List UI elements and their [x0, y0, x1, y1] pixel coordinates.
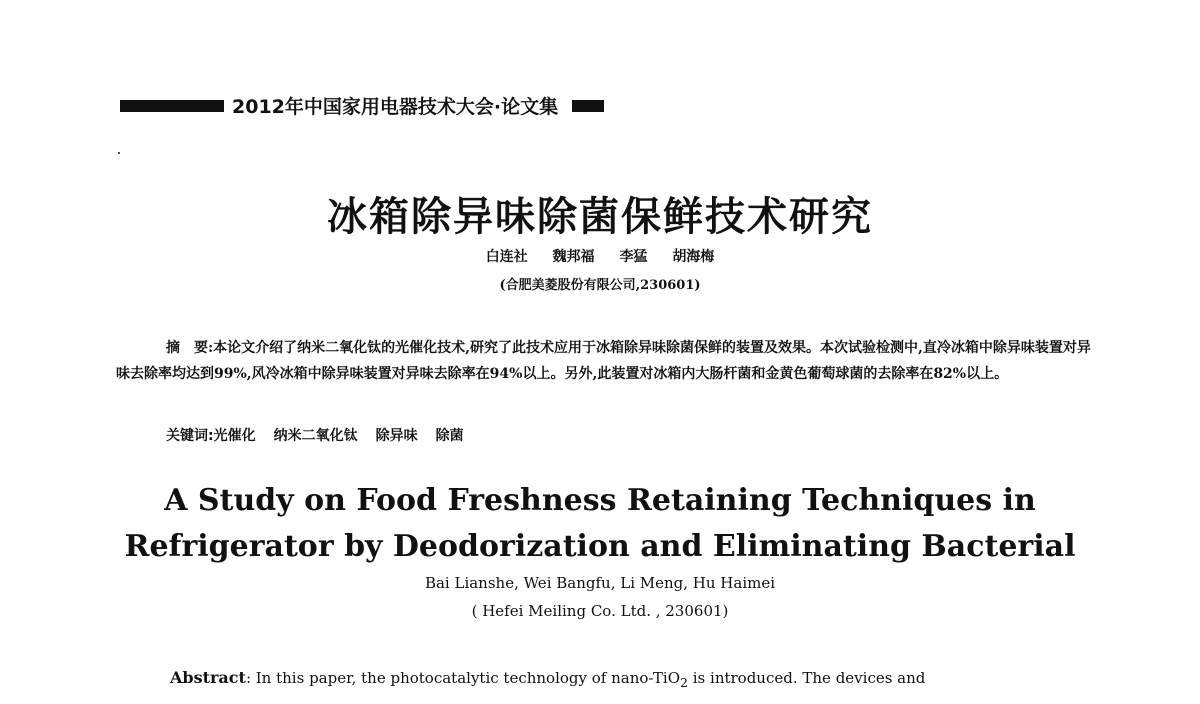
redacted-mark: [120, 100, 224, 112]
chinese-authors: [0, 246, 1200, 266]
keyword: 光催化: [213, 428, 256, 444]
redacted-mark-small: [572, 100, 604, 112]
keywords-label: 关键词:: [166, 428, 214, 444]
abstract-en-subscript: 2: [680, 675, 688, 690]
author-cn: 魏邦福: [552, 249, 595, 265]
keyword: 除异味: [375, 428, 418, 444]
chinese-abstract: [116, 335, 1094, 387]
author-cn: 胡海梅: [672, 249, 715, 265]
english-authors: Bai Lianshe, Wei Bangfu, Li Meng, Hu Haimei: [424, 574, 776, 592]
author-cn: 白连社: [485, 249, 528, 265]
keyword: 纳米二氧化钛: [273, 428, 358, 444]
english-abstract: [170, 668, 1092, 690]
chinese-affiliation: (合肥美菱股份有限公司,230601): [499, 278, 701, 293]
scan-speck: [118, 152, 120, 154]
abstract-cn-label: 摘 要:: [166, 340, 214, 356]
english-title-line1: A Study on Food Freshness Retaining Techniques in: [164, 483, 1036, 518]
english-affiliation: ( Hefei Meiling Co. Ltd. , 230601): [471, 602, 729, 620]
proceedings-header: [120, 92, 604, 119]
abstract-en-text: : In this paper, the photocatalytic technology of nano-TiO: [245, 669, 681, 687]
english-title-line2: Refrigerator by Deodorization and Eliminating Bacterial: [124, 529, 1076, 564]
english-title: [0, 478, 1200, 570]
author-cn: 李猛: [619, 249, 648, 265]
proceedings-title: 2012年中国家用电器技术大会·论文集: [232, 96, 559, 118]
chinese-keywords: [166, 425, 482, 445]
keyword: 除菌: [435, 428, 464, 444]
abstract-en-text-cont: is introduced. The devices and: [687, 669, 926, 687]
abstract-en-label: Abstract: [170, 668, 246, 687]
abstract-cn-text: 本论文介绍了纳米二氧化钛的光催化技术,研究了此技术应用于冰箱除异味除菌保鲜的装置及效果。本次试验检测中,直冷冰箱中除异味装置对异味去除率均达到99%,风冷冰箱中除异味装置对异味去除率在94%以上。另外,此装置对冰箱内大肠杆菌和金黄色葡萄球菌的去除率在82%以上。: [116, 340, 1091, 382]
chinese-title: 冰箱除异味除菌保鲜技术研究: [327, 193, 873, 240]
